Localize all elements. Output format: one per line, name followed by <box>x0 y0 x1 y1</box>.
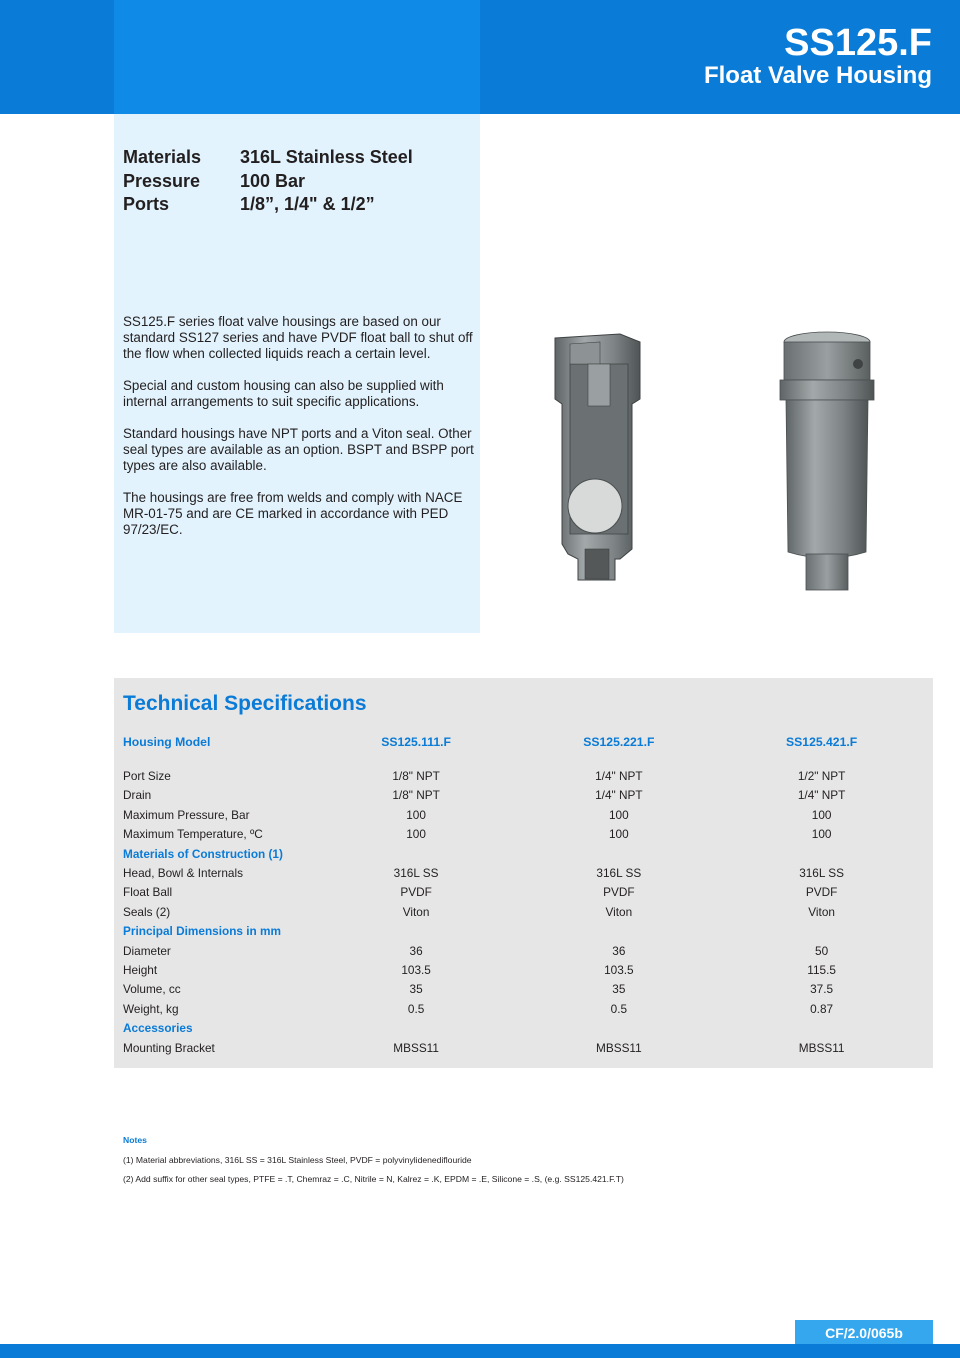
table-cell: 316L SS <box>799 866 845 881</box>
notes <box>123 1131 624 1190</box>
header-model: SS125.421.F <box>786 735 858 750</box>
tech-specs-title: Technical Specifications <box>123 692 367 715</box>
table-cell: Viton <box>605 904 633 919</box>
table-cell: MBSS11 <box>798 1040 845 1055</box>
key-spec-value: 100 Bar <box>240 170 306 191</box>
document-code: CF/2.0/065b <box>795 1320 933 1344</box>
table-cell: 100 <box>406 827 426 842</box>
table-row <box>123 980 923 999</box>
table-cell: 100 <box>609 827 629 842</box>
model-subtitle: Float Valve Housing <box>703 62 932 89</box>
key-spec-ports <box>123 193 413 217</box>
table-cell: 103.5 <box>401 963 431 978</box>
table-row <box>123 883 923 902</box>
product-description <box>123 314 475 554</box>
key-spec-pressure <box>123 170 413 194</box>
footer-bar <box>0 1344 960 1358</box>
description-paragraph: Special and custom housing can also be supplied with internal arrangements to suit specific applications. <box>123 378 444 409</box>
table-cell: 100 <box>811 807 832 822</box>
description-paragraph: Standard housings have NPT ports and a Viton seal. Other seal types are available as an option. BSPT and BSPP port types are also available. <box>123 426 474 473</box>
table-section-row <box>123 922 923 941</box>
table-spacer <box>123 753 923 767</box>
table-row <box>123 1039 923 1058</box>
table-cell: Viton <box>402 904 430 919</box>
table-row <box>123 1000 923 1019</box>
row-label: Maximum Temperature, ºC <box>123 827 263 842</box>
product-image <box>540 324 920 596</box>
section-label: Accessories <box>123 1021 193 1036</box>
table-row <box>123 903 923 922</box>
table-cell: 35 <box>612 982 626 997</box>
table-cell: 1/8" NPT <box>392 788 440 803</box>
table-cell: PVDF <box>805 885 838 900</box>
header-label: Housing Model <box>123 735 211 750</box>
row-label: Volume, cc <box>123 982 181 997</box>
row-label: Weight, kg <box>123 1001 179 1016</box>
row-label: Seals (2) <box>123 904 171 919</box>
row-label: Height <box>123 963 158 978</box>
table-cell: 115.5 <box>807 963 836 978</box>
table-cell: 35 <box>409 982 423 997</box>
description-paragraph: SS125.F series float valve housings are based on our standard SS127 series and have PVDF float ball to shut off the flow when collected liquids reach a certain level. <box>123 314 473 361</box>
row-label: Head, Bowl & Internals <box>123 866 243 881</box>
table-cell: 37.5 <box>810 982 834 997</box>
table-section-row <box>123 845 923 864</box>
table-cell: 100 <box>811 827 832 842</box>
table-cell: 316L SS <box>596 866 642 881</box>
key-spec-label: Ports <box>123 194 170 214</box>
exterior-view <box>780 332 874 590</box>
row-label: Maximum Pressure, Bar <box>123 807 250 822</box>
table-section-row <box>123 1019 923 1038</box>
table-row <box>123 825 923 844</box>
table-cell: Viton <box>808 904 835 919</box>
table-cell: 0.87 <box>810 1001 834 1016</box>
key-spec-value: 1/8”, 1/4" & 1/2” <box>240 194 375 214</box>
row-label: Mounting Bracket <box>123 1040 215 1055</box>
table-cell: 1/8" NPT <box>392 769 440 783</box>
row-label: Drain <box>123 788 152 803</box>
header-model: SS125.111.F <box>381 735 451 750</box>
table-cell: 1/2" NPT <box>797 769 846 783</box>
table-row <box>123 806 923 825</box>
table-cell: 36 <box>612 943 626 958</box>
table-cell: 100 <box>406 807 426 822</box>
table-row <box>123 786 923 805</box>
row-label: Float Ball <box>123 885 173 900</box>
table-cell: 100 <box>609 807 629 822</box>
notes-title: Notes <box>123 1135 147 1145</box>
table-header-row <box>123 733 923 753</box>
table-cell: PVDF <box>603 885 635 900</box>
table-cell: 50 <box>815 943 829 958</box>
model-title: SS125.F <box>784 22 932 64</box>
key-spec-label: Pressure <box>123 170 201 191</box>
table-cell: 1/4" NPT <box>797 788 846 803</box>
table-cell: 0.5 <box>610 1001 628 1016</box>
table-cell: 36 <box>409 943 423 958</box>
key-spec-label: Materials <box>123 147 202 167</box>
description-paragraph: The housings are free from welds and comply with NACE MR-01-75 and are CE marked in accordance with PED 97/23/EC. <box>123 490 463 537</box>
table-cell: MBSS11 <box>393 1040 439 1055</box>
section-label: Principal Dimensions in mm <box>123 924 281 939</box>
table-cell: 0.5 <box>407 1001 425 1016</box>
key-specs <box>123 146 413 217</box>
cutaway-view <box>555 334 640 580</box>
header-model: SS125.221.F <box>583 735 655 750</box>
table-cell: PVDF <box>400 885 432 900</box>
note-item: (1) Material abbreviations, 316L SS = 316L Stainless Steel, PVDF = polyvinylidenediflouride <box>123 1154 472 1165</box>
table-row <box>123 767 923 786</box>
row-label: Diameter <box>123 943 171 958</box>
row-label: Port Size <box>123 769 171 783</box>
table-cell: 1/4" NPT <box>595 769 643 783</box>
tech-specs-table <box>123 733 923 1058</box>
table-row <box>123 864 923 883</box>
key-spec-value: 316L Stainless Steel <box>240 147 413 167</box>
note-item: (2) Add suffix for other seal types, PTFE = .T, Chemraz = .C, Nitrile = N, Kalrez = .K, EPDM = .E, Silicone = .S, (e.g. SS125.421.F.T) <box>123 1174 624 1184</box>
table-row <box>123 961 923 980</box>
section-label: Materials of Construction (1) <box>123 846 283 861</box>
table-row <box>123 942 923 961</box>
header-accent-block <box>114 0 480 114</box>
table-cell: 103.5 <box>604 963 634 978</box>
table-cell: MBSS11 <box>596 1040 642 1055</box>
key-spec-materials <box>123 146 413 170</box>
table-cell: 1/4" NPT <box>595 788 643 803</box>
table-cell: 316L SS <box>393 866 439 881</box>
